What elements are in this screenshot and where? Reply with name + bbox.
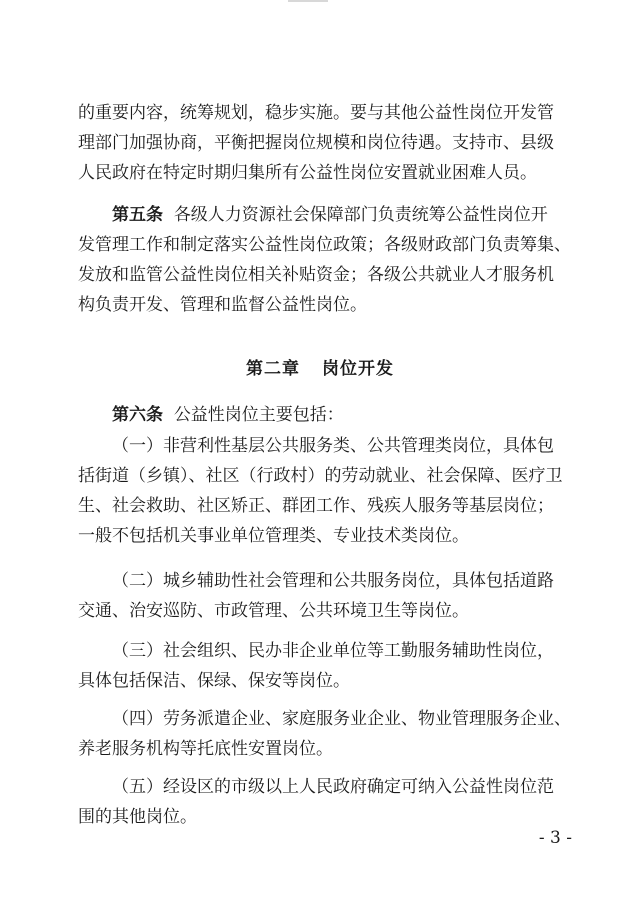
chapter-number: 第二章 — [246, 359, 300, 379]
chapter-heading — [0, 354, 640, 379]
text-line: 养老服务机构等托底性安置岗位。 — [78, 739, 333, 759]
text-line: 具体包括保洁、保绿、保安等岗位。 — [78, 671, 350, 691]
text-line: （四）劳务派遣企业、家庭服务业企业、物业管理服务企业、 — [112, 709, 571, 729]
continuation-paragraph — [78, 98, 578, 188]
list-item — [78, 566, 578, 626]
text-line: （一）非营利性基层公共服务类、公共管理类岗位，具体包 — [112, 436, 554, 456]
article-6-intro: 公益性岗位主要包括： — [173, 405, 344, 425]
list-item — [78, 636, 578, 696]
text-line: （五）经设区的市级以上人民政府确定可纳入公益性岗位范 — [112, 777, 554, 797]
page-number: - 3 - — [538, 828, 572, 848]
article-6 — [78, 400, 578, 430]
text-line: 发管理工作和制定落实公益性岗位政策；各级财政部门负责筹集、 — [78, 235, 571, 255]
text-line: 人民政府在特定时期归集所有公益性岗位安置就业困难人员。 — [78, 163, 537, 183]
article-5 — [78, 200, 578, 320]
text-line: 括街道（乡镇）、社区（行政村）的劳动就业、社会保障、医疗卫 — [78, 466, 563, 486]
list-item — [78, 772, 578, 832]
text-line: 构负责开发、管理和监督公益性岗位。 — [78, 295, 367, 315]
article-5-label: 第五条 — [112, 205, 163, 225]
text-line: 生、社会救助、社区矫正、群团工作、残疾人服务等基层岗位； — [78, 496, 554, 516]
text-line: 一般不包括机关事业单位管理类、专业技术类岗位。 — [78, 526, 469, 546]
text-line — [78, 400, 578, 430]
scan-edge-mark — [288, 0, 328, 2]
chapter-title: 岗位开发 — [322, 359, 394, 379]
text-line: （二）城乡辅助性社会管理和公共服务岗位，具体包括道路 — [112, 571, 554, 591]
list-item — [78, 431, 578, 551]
text-line: 的重要内容，统筹规划，稳步实施。要与其他公益性岗位开发管 — [78, 103, 554, 123]
article-6-label: 第六条 — [112, 405, 163, 425]
text-line: （三）社会组织、民办非企业单位等工勤服务辅助性岗位， — [112, 641, 554, 661]
article-5-first-line: 各级人力资源社会保障部门负责统筹公益性岗位开 — [173, 205, 548, 225]
text-line: 交通、治安巡防、市政管理、公共环境卫生等岗位。 — [78, 601, 469, 621]
list-item — [78, 704, 578, 764]
text-line — [78, 200, 578, 230]
text-line: 发放和监管公益性岗位相关补贴资金；各级公共就业人才服务机 — [78, 265, 554, 285]
text-line: 围的其他岗位。 — [78, 807, 197, 827]
text-line: 理部门加强协商，平衡把握岗位规模和岗位待遇。支持市、县级 — [78, 133, 554, 153]
